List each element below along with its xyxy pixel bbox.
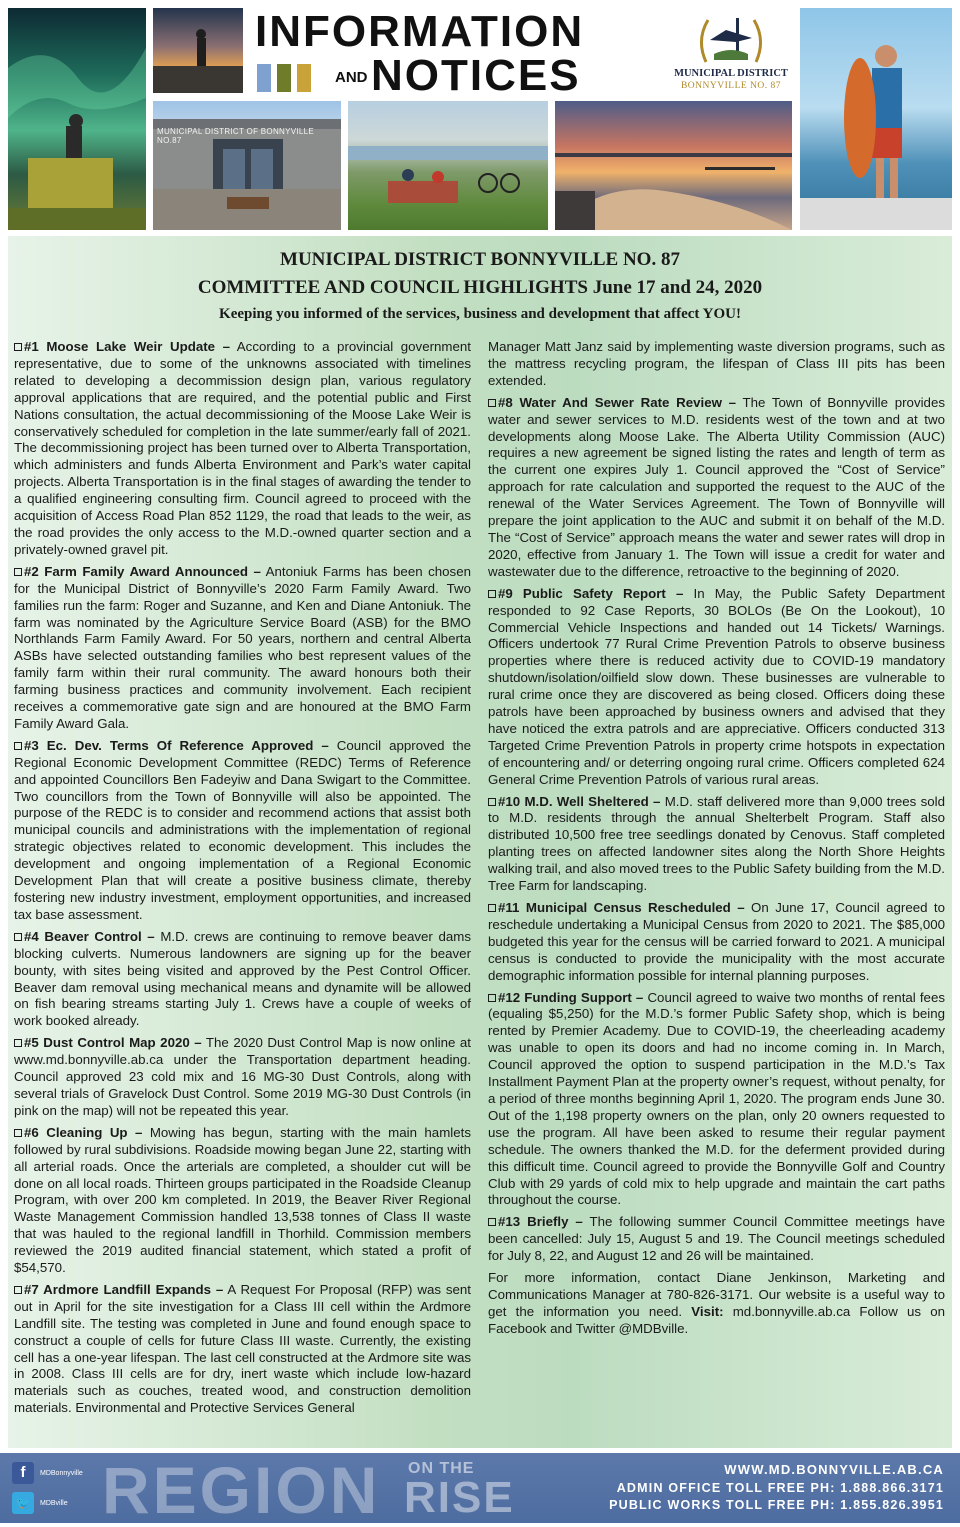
lake-scene	[555, 101, 792, 230]
section-5	[14, 1035, 471, 1120]
section-title: #3 Ec. Dev. Terms Of Reference Approved –	[24, 737, 329, 753]
section-title: #12 Funding Support –	[498, 989, 644, 1005]
title-notices: NOTICES	[371, 51, 581, 100]
section-body: Council agreed to waive two months of rental fees (equaling $5,250) for the M.D.’s former Public Safety shop, which is being rented by Premier Academy. Due to COVID-19, the cheerleading academy was unable to open its doors and had no income coming in. In March, Council approved the option to suspend participation in the M.D.’s Tax Installment Payment Plan at the property owner’s request, without penalty, for a period of three months beginning April 1, 2020. The program ends June 30. Out of the 1,198 property owners on the plan, only 20 owners requested to use the program. All have been asked to resume their regular payment schedule. The owners thanked the M.D. for the deferment provided during this difficult time. Council agreed to provide the Bonnyville Golf and Country Club with 29 yards of cold mix to help upgrade and maintain the cart paths throughout the course.	[488, 989, 945, 1208]
region-wordmark: REGION	[102, 1453, 381, 1527]
closing-paragraph	[488, 1270, 945, 1338]
website-link[interactable]: WWW.MD.BONNYVILLE.AB.CA	[724, 1462, 944, 1477]
section-11	[488, 900, 945, 985]
aurora-photo	[8, 8, 146, 230]
section-8	[488, 395, 945, 581]
swatch-gold	[297, 64, 311, 92]
closing-links: md.bonnyville.ab.ca Follow us on Facebook and Twitter @MDBville.	[488, 1303, 945, 1336]
headline-tagline: Keeping you informed of the services, business and development that affect YOU!	[219, 306, 741, 322]
checkbox-icon	[14, 1286, 22, 1294]
md-logo-emblem-icon	[696, 10, 766, 68]
section-body: M.D. staff delivered more than 9,000 trees sold to M.D. residents through the annual Shelterbelt Program. Staff also distributed 10,500 free tree seedlings donated by Cenovus. Staff completed planting trees on affected landowner sites along the North Shore Heights walking trail, and also moved trees to the Public Safety building from the M.D. Tree Farm for landscaping.	[488, 793, 945, 894]
footer-banner	[0, 1453, 960, 1527]
title-and: AND	[335, 69, 368, 86]
header	[0, 0, 960, 232]
section-2	[14, 564, 471, 733]
admin-phone: ADMIN OFFICE TOLL FREE PH: 1.888.866.3171	[616, 1481, 944, 1495]
headline-district: MUNICIPAL DISTRICT BONNYVILLE NO. 87	[280, 249, 680, 270]
section-body: A Request For Proposal (RFP) was sent out in April for the site investigation for a Class III cell within the Ardmore Landfill site. The testing was completed in June and found enough space to construct a couple of cells for future Class III waste. Currently, the existing cell has a one-year lifespan. The last cell constructed at the Ardmore site was in 2008. Class III cells are for dry, inert waste which include low-hazard materials such as couches, treated wood, and construction demolition materials. Environmental and Protective Services General	[14, 1281, 471, 1416]
section-12	[488, 990, 945, 1210]
right-column	[488, 339, 945, 1343]
section-body: M.D. crews are continuing to remove beaver dams blocking culverts. Numerous landowners are signing up for the beaver bounty, with sites being visited and approved by the Pest Control Officer. Beaver dam removal using mechanical means and dynamite will be allowed on fish bearing streams starting July 1. Crews have a couple of weeks of work booked already.	[14, 928, 471, 1029]
section-title: #1 Moose Lake Weir Update –	[24, 339, 230, 354]
logo-text-bonnyville: BONNYVILLE NO. 87	[680, 81, 782, 91]
checkbox-icon	[488, 798, 496, 806]
section-7-continuation: Manager Matt Janz said by implementing waste diversion programs, such as the mattress recycling program, the lifespan of Class III pits has been extended.	[488, 339, 945, 388]
section-title: #5 Dust Control Map 2020 –	[24, 1035, 202, 1051]
twitter-handle[interactable]: MDBville	[40, 1500, 68, 1507]
section-body: The Town of Bonnyville provides water and sewer services to M.D. residents west of the town and at two developments along Moose Lake. The Alberta Utility Commission (AUC) requires a new agreement be signed listing the rates and length of term as the current one expires July 1. Council approved the “Cost of Service” approach for rate calculation and supported the request to the AUC of the renewal of the Water Services Agreement. The Town of Bonnyville will prepare the joint application to the AUC and submit it on behalf of the M.D. The “Cost of Service” approach means the water and sewer rates will drop in 2020, effective from January 1. The Town will issue a credit for water and wastewater due to the difference, retroactive to the beginning of 2020.	[488, 394, 945, 579]
headline-highlights: COMMITTEE AND COUNCIL HIGHLIGHTS June 17 and 24, 2020	[197, 277, 763, 298]
md-logo	[670, 8, 792, 94]
on-the-wordmark: ON THE	[408, 1460, 475, 1477]
logo-text-district: MUNICIPAL DISTRICT	[674, 68, 788, 79]
section-title: #8 Water And Sewer Rate Review –	[498, 394, 737, 410]
sunset-scene	[153, 8, 243, 93]
twitter-icon[interactable]: 🐦	[12, 1492, 34, 1514]
section-title: #4 Beaver Control –	[24, 928, 155, 944]
section-6	[14, 1125, 471, 1277]
section-body: The following summer Council Committee meetings have been cancelled: July 15, August 5 and 19. The Council meetings scheduled for July 8, 22, and August 12 and 26 will be maintained.	[488, 1214, 945, 1264]
section-body: In May, the Public Safety Department responded to 92 Case Reports, 30 BOLOs (Be On the Lookout), 10 Commercial Vehicle Inspections and handed out 14 Tickets/ Warnings. Officers undertook 77 Rural Crime Prevention Patrols to observe business properties where there is reduced activity due to COVID-19 mandatory shutdown/isolation/oilfield slow down. These businesses are vulnerable to rural crime once they are discovered as being closed. Officers doing these patrols have been approached by business owners and advised that they have noticed the extra patrols and are appreciative. Officers conducted 313 Targeted Crime Prevention Patrols in property crime hotspots in expectation of encountering and/ or deterring ongoing rural crime. Officers completed 624 General Crime Prevention Patrols of various rural areas.	[488, 585, 945, 787]
section-title: #10 M.D. Well Sheltered –	[498, 793, 661, 809]
lake-sunset-photo	[555, 101, 792, 230]
surfer-scene	[800, 8, 952, 230]
section-9	[488, 586, 945, 789]
section-1	[14, 339, 471, 559]
section-body: Mowing has begun, starting with the main hamlets followed by rural subdivisions. Roadside mowing began June 22, starting with all arterial roads. Once the arterials are completed, a shoulder cut will be done on all local roads. Thirteen groups participated in the Roadside Cleanup Program, with over 200 km completed. In 2019, the Beaver River Regional Waste Management Commission handled 13,538 tonnes of Class II waste that was hauled to the regional landfill in Thorhild. Commission members reviewed the 2019 audited financial statement, which stated a profit of $54,570.	[14, 1124, 471, 1276]
section-3	[14, 738, 471, 924]
section-4	[14, 929, 471, 1030]
surfer-photo	[800, 8, 952, 230]
picnic-scene	[348, 101, 548, 230]
closing-visit-label: Visit:	[691, 1303, 724, 1319]
title-block	[255, 6, 660, 100]
section-title: #6 Cleaning Up –	[24, 1124, 143, 1140]
closing-text: For more information, contact Diane Jenkinson, Marketing and Communications Manager at 780-826-3171. Our website is a useful way to get the information you need.	[488, 1270, 945, 1319]
section-title: #9 Public Safety Report –	[498, 585, 684, 601]
checkbox-icon	[488, 1218, 496, 1226]
checkbox-icon	[14, 568, 22, 576]
section-body: On June 17, Council agreed to reschedule undertaking a Municipal Census from 2020 to 2021. The $85,000 budgeted this year for the census will be carried forward to 2021. A municipal census is conducted to provide the municipality with the most accurate demographic information possible for internal planning purposes.	[488, 900, 946, 983]
section-10	[488, 794, 945, 895]
checkbox-icon	[14, 1039, 22, 1047]
section-title: #11 Municipal Census Rescheduled –	[498, 900, 745, 915]
checkbox-icon	[488, 399, 496, 407]
section-7	[14, 1282, 471, 1417]
section-body: The 2020 Dust Control Map is now online at www.md.bonnyville.ab.ca under the Transportation department heading. Council approved 23 cold mix and 16 MG-30 Dust Controls, along with several trials of Gravelock Dust Control. Some 2019 MG-30 Dust Controls (in pink on the map) will not be repeated this year.	[14, 1035, 471, 1118]
building-sign: MUNICIPAL DISTRICT OF BONNYVILLE NO.87	[157, 127, 315, 145]
facebook-handle[interactable]: MDBonnyville	[40, 1470, 83, 1477]
facebook-icon[interactable]: f	[12, 1462, 34, 1484]
swatch-blue	[257, 64, 271, 92]
checkbox-icon	[14, 343, 22, 351]
checkbox-icon	[14, 933, 22, 941]
aurora-scene	[8, 8, 146, 230]
left-column	[14, 339, 471, 1422]
rise-wordmark: RISE	[404, 1473, 515, 1522]
section-title: #7 Ardmore Landfill Expands –	[24, 1281, 224, 1297]
lakeside-picnic-photo	[348, 101, 548, 230]
checkbox-icon	[14, 742, 22, 750]
checkbox-icon	[14, 1129, 22, 1137]
checkbox-icon	[488, 904, 496, 912]
sunset-hiker-photo	[153, 8, 243, 93]
municipal-building-photo	[153, 101, 341, 230]
section-title: #13 Briefly –	[498, 1214, 583, 1230]
highlights-panel	[8, 236, 952, 1448]
checkbox-icon	[488, 994, 496, 1002]
building-scene	[153, 101, 341, 230]
checkbox-icon	[488, 590, 496, 598]
section-13	[488, 1214, 945, 1265]
swatch-green	[277, 64, 291, 92]
public-works-phone: PUBLIC WORKS TOLL FREE PH: 1.855.826.3951	[609, 1498, 944, 1512]
section-body: According to a provincial government representative, due to some of the unknowns associated with timelines related to developing a decommission design plan, various regulatory approval applications that are required, and the potential public and First Nations consultation, the actual decommissioning of the Moose Lake Weir is conservatively scheduled for completion in the late summer/early fall of 2021. The decommissioning project has been turned over to Alberta Transportation, which administers and funds Alberta Environment and Park’s water capital projects. Alberta Transportation is in the final stages of awarding the tender to a qualified engineering consulting firm. Council agreed to proceed with the acquisition of Access Road Plan 852 1129, the road that leads to the weir, as the road provides the only access to the M.D.-owned quarter section and a privately-owned gravel pit.	[14, 339, 471, 557]
section-title: #2 Farm Family Award Announced –	[24, 563, 261, 579]
section-body: Council approved the Regional Economic Development Committee (REDC) Terms of Reference and appointed Councillors Ben Fadeyiw and Dana Swigart to the Committee. Two councillors from the Town of Bonnyville will also be appointed. The purpose of the REDC is to consider and recommend actions that assist both municipal councils and administrations with the implementation of regional strategic objectives related to economic development. This includes the development and ongoing implementation of a Regional Economic Development Plan that will create a positive business climate, thereby fostering new industry investment, employment opportunities, and increased tax base assessment.	[14, 737, 471, 922]
section-body: Antoniuk Farms has been chosen for the Municipal District of Bonnyville’s 2020 Farm Family Award. Two families run the farm: Roger and Suzanne, and Ken and Diane Antoniuk. The farm was nominated by the Agriculture Service Board (ASB) for the BMO Northlands Farm Family Award. For 50 years, northern and central Alberta ASBs have selected outstanding families who best represent values of the family farm within their rural community. The award honours both their farming business practices and community involvement. Each recipient receives a commemorative gate sign and are honoured at the BMO Farm Family Award Gala.	[14, 563, 471, 731]
title-information: INFORMATION	[255, 7, 585, 56]
